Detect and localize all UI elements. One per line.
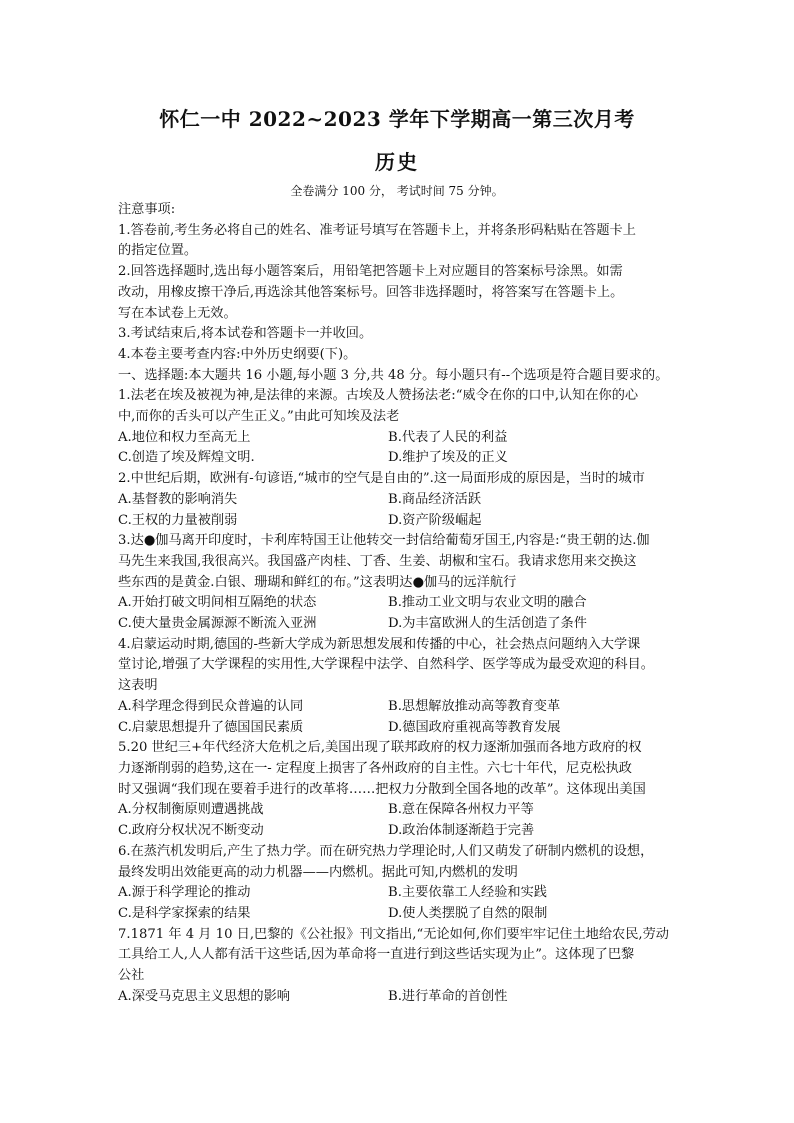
option-b: B.主要依靠工人经验和实践: [388, 885, 547, 901]
question-stem-line: 5.20 世纪三+年代经济大危机之后,美国出现了联邦政府的权力逐渐加强而各地方政府的权: [118, 740, 642, 756]
option-row: [118, 614, 686, 635]
question-list: [118, 386, 686, 1007]
notes-line: 改动，用橡皮擦干净后,再选涂其他答案标号。回答非选择题时，将答案写在答题卡上。: [118, 284, 624, 300]
question-stem-line: 最终发明出效能更高的动力机器——内燃机。据此可知,内燃机的发明: [118, 864, 518, 880]
question-stem-line: 1.法老在埃及被视为神,是法律的来源。古埃及人赞扬法老:“威令在你的口中,认知在你的心: [118, 388, 639, 404]
option-d: D.为丰富欧洲人的生活创造了条件: [388, 616, 587, 632]
option-a: A.深受马克思主义思想的影响: [118, 988, 290, 1004]
exam-meta: 全卷满分 100 分， 考试时间 75 分钟。: [290, 184, 504, 198]
option-c: C.使大量贵金属源源不断流入亚洲: [118, 616, 317, 632]
question-stem-line: 4.启蒙运动时期,德国的-些新大学成为新思想发展和传播的中心，社会热点问题纳入大学课: [118, 636, 641, 652]
option-d: D.资产阶级崛起: [388, 512, 482, 528]
question-stem-line: 公社: [118, 968, 145, 984]
option-a: A.开始打破文明间相互隔绝的状态: [118, 595, 317, 611]
notes-list: [118, 221, 686, 366]
option-b: B.意在保障各州权力平等: [388, 802, 534, 818]
option-row: [118, 821, 686, 842]
option-a: A.科学理念得到民众普遍的认同: [118, 698, 304, 714]
question-stem-line: 堂讨论,增强了大学课程的实用性,大学课程中法学、自然科学、医学等成为最受欢迎的科目。: [118, 657, 654, 673]
option-row: [118, 904, 686, 925]
question-4: [118, 635, 686, 739]
option-b: B.思想解放推动高等教育变革: [388, 698, 561, 714]
notes-line: 1.答卷前,考生务必将自己的姓名、准考证号填写在答题卡上，并将条形码粘贴在答题卡上: [118, 222, 636, 238]
option-a: A.基督教的影响消失: [118, 491, 238, 507]
question-stem-line: 7.1871 年 4 月 10 日,巴黎的《公社报》刊文指出,“无论如何,你们要牢牢记住土地给农民,劳动: [118, 926, 669, 942]
option-row: [118, 800, 686, 821]
option-c: C.王权的力量被削弱: [118, 512, 238, 528]
option-row: [118, 718, 686, 739]
option-b: B.进行革命的首创性: [388, 988, 508, 1004]
question-stem-line: 马先生来我国,我很高兴。我国盛产肉桂、丁香、生姜、胡椒和宝石。我请求您用来交换这: [118, 553, 637, 569]
option-d: D.政治体制逐渐趋于完善: [388, 823, 535, 839]
option-b: B.推动工业文明与农业文明的融合: [388, 595, 587, 611]
question-stem-line: 时又强调“我们现在要着手进行的改革将……把权力分散到全国各地的改革”。这体现出美国: [118, 781, 646, 797]
exam-body: [118, 200, 686, 1007]
question-stem-line: 中,而你的舌头可以产生正义。”由此可知埃及法老: [118, 409, 400, 425]
exam-title: 怀仁一中 2022~2023 学年下学期高一第三次月考: [159, 107, 635, 131]
notes-line: 2.回答选择题时,选出每小题答案后，用铅笔把答题卡上对应题目的答案标号涂黑。如需: [118, 264, 623, 280]
option-a: A.地位和权力至高无上: [118, 429, 251, 445]
exam-subject: 历史: [375, 150, 419, 174]
option-row: [118, 448, 686, 469]
question-7: [118, 925, 686, 1008]
section-heading: 一、选择题:本大题共 16 小题,每小题 3 分,共 48 分。每小题只有--个选项是符合题目要求的。: [118, 367, 669, 383]
option-row: [118, 511, 686, 532]
question-2: [118, 469, 686, 531]
option-c: C.启蒙思想提升了德国国民素质: [118, 719, 304, 735]
option-b: B.商品经济活跃: [388, 491, 482, 507]
option-c: C.创造了埃及辉煌文明.: [118, 450, 255, 466]
option-b: B.代表了人民的利益: [388, 429, 508, 445]
option-d: D.德国政府重视高等教育发展: [388, 719, 561, 735]
option-c: C.是科学家探索的结果: [118, 905, 251, 921]
notes-line: 写在本试卷上无效。: [118, 305, 237, 321]
option-row: [118, 490, 686, 511]
notes-heading: 注意事项:: [118, 202, 176, 217]
question-stem-line: 力逐渐削弱的趋势,这在一- 定程度上损害了各州政府的自主性。六七十年代，尼克松执政: [118, 760, 632, 776]
question-6: [118, 842, 686, 925]
option-row: [118, 697, 686, 718]
notes-line: 4.本卷主要考查内容:中外历史纲要(下)。: [118, 346, 357, 362]
notes-line: 的指定位置。: [118, 243, 198, 259]
question-stem-line: 2.中世纪后期，欧洲有-句谚语,“城市的空气是自由的”.这一局面形成的原因是，当时的城市: [118, 471, 645, 487]
option-c: C.政府分权状况不断变动: [118, 823, 264, 839]
option-row: [118, 593, 686, 614]
question-stem-line: 3.达●伽马离开印度时，卡利库特国王让他转交一封信给葡萄牙国王,内容是:“贵王朝的达.伽: [118, 533, 650, 549]
question-1: [118, 386, 686, 469]
option-row: [118, 987, 686, 1008]
option-a: A.源于科学理论的推动: [118, 885, 251, 901]
option-row: [118, 883, 686, 904]
notes-line: 3.考试结束后,将本试卷和答题卡一并收回。: [118, 326, 373, 342]
question-3: [118, 531, 686, 635]
question-5: [118, 738, 686, 842]
option-d: D.使人类摆脱了自然的限制: [388, 905, 548, 921]
question-stem-line: 些东西的是黄金.白银、珊瑚和鲜红的布。”这表明达●伽马的远洋航行: [118, 574, 517, 590]
option-a: A.分权制衡原则遭遇挑战: [118, 802, 264, 818]
question-stem-line: 这表明: [118, 678, 158, 694]
question-stem-line: 工具给工人,人人都有活干这些话,因为革命将一直进行到这些话实现为止”。这体现了巴黎: [118, 947, 635, 963]
question-stem-line: 6.在蒸汽机发明后,产生了热力学。而在研究热力学理论时,人们又萌发了研制内燃机的设想，: [118, 843, 654, 859]
option-row: [118, 428, 686, 449]
option-d: D.维护了埃及的正义: [388, 450, 508, 466]
